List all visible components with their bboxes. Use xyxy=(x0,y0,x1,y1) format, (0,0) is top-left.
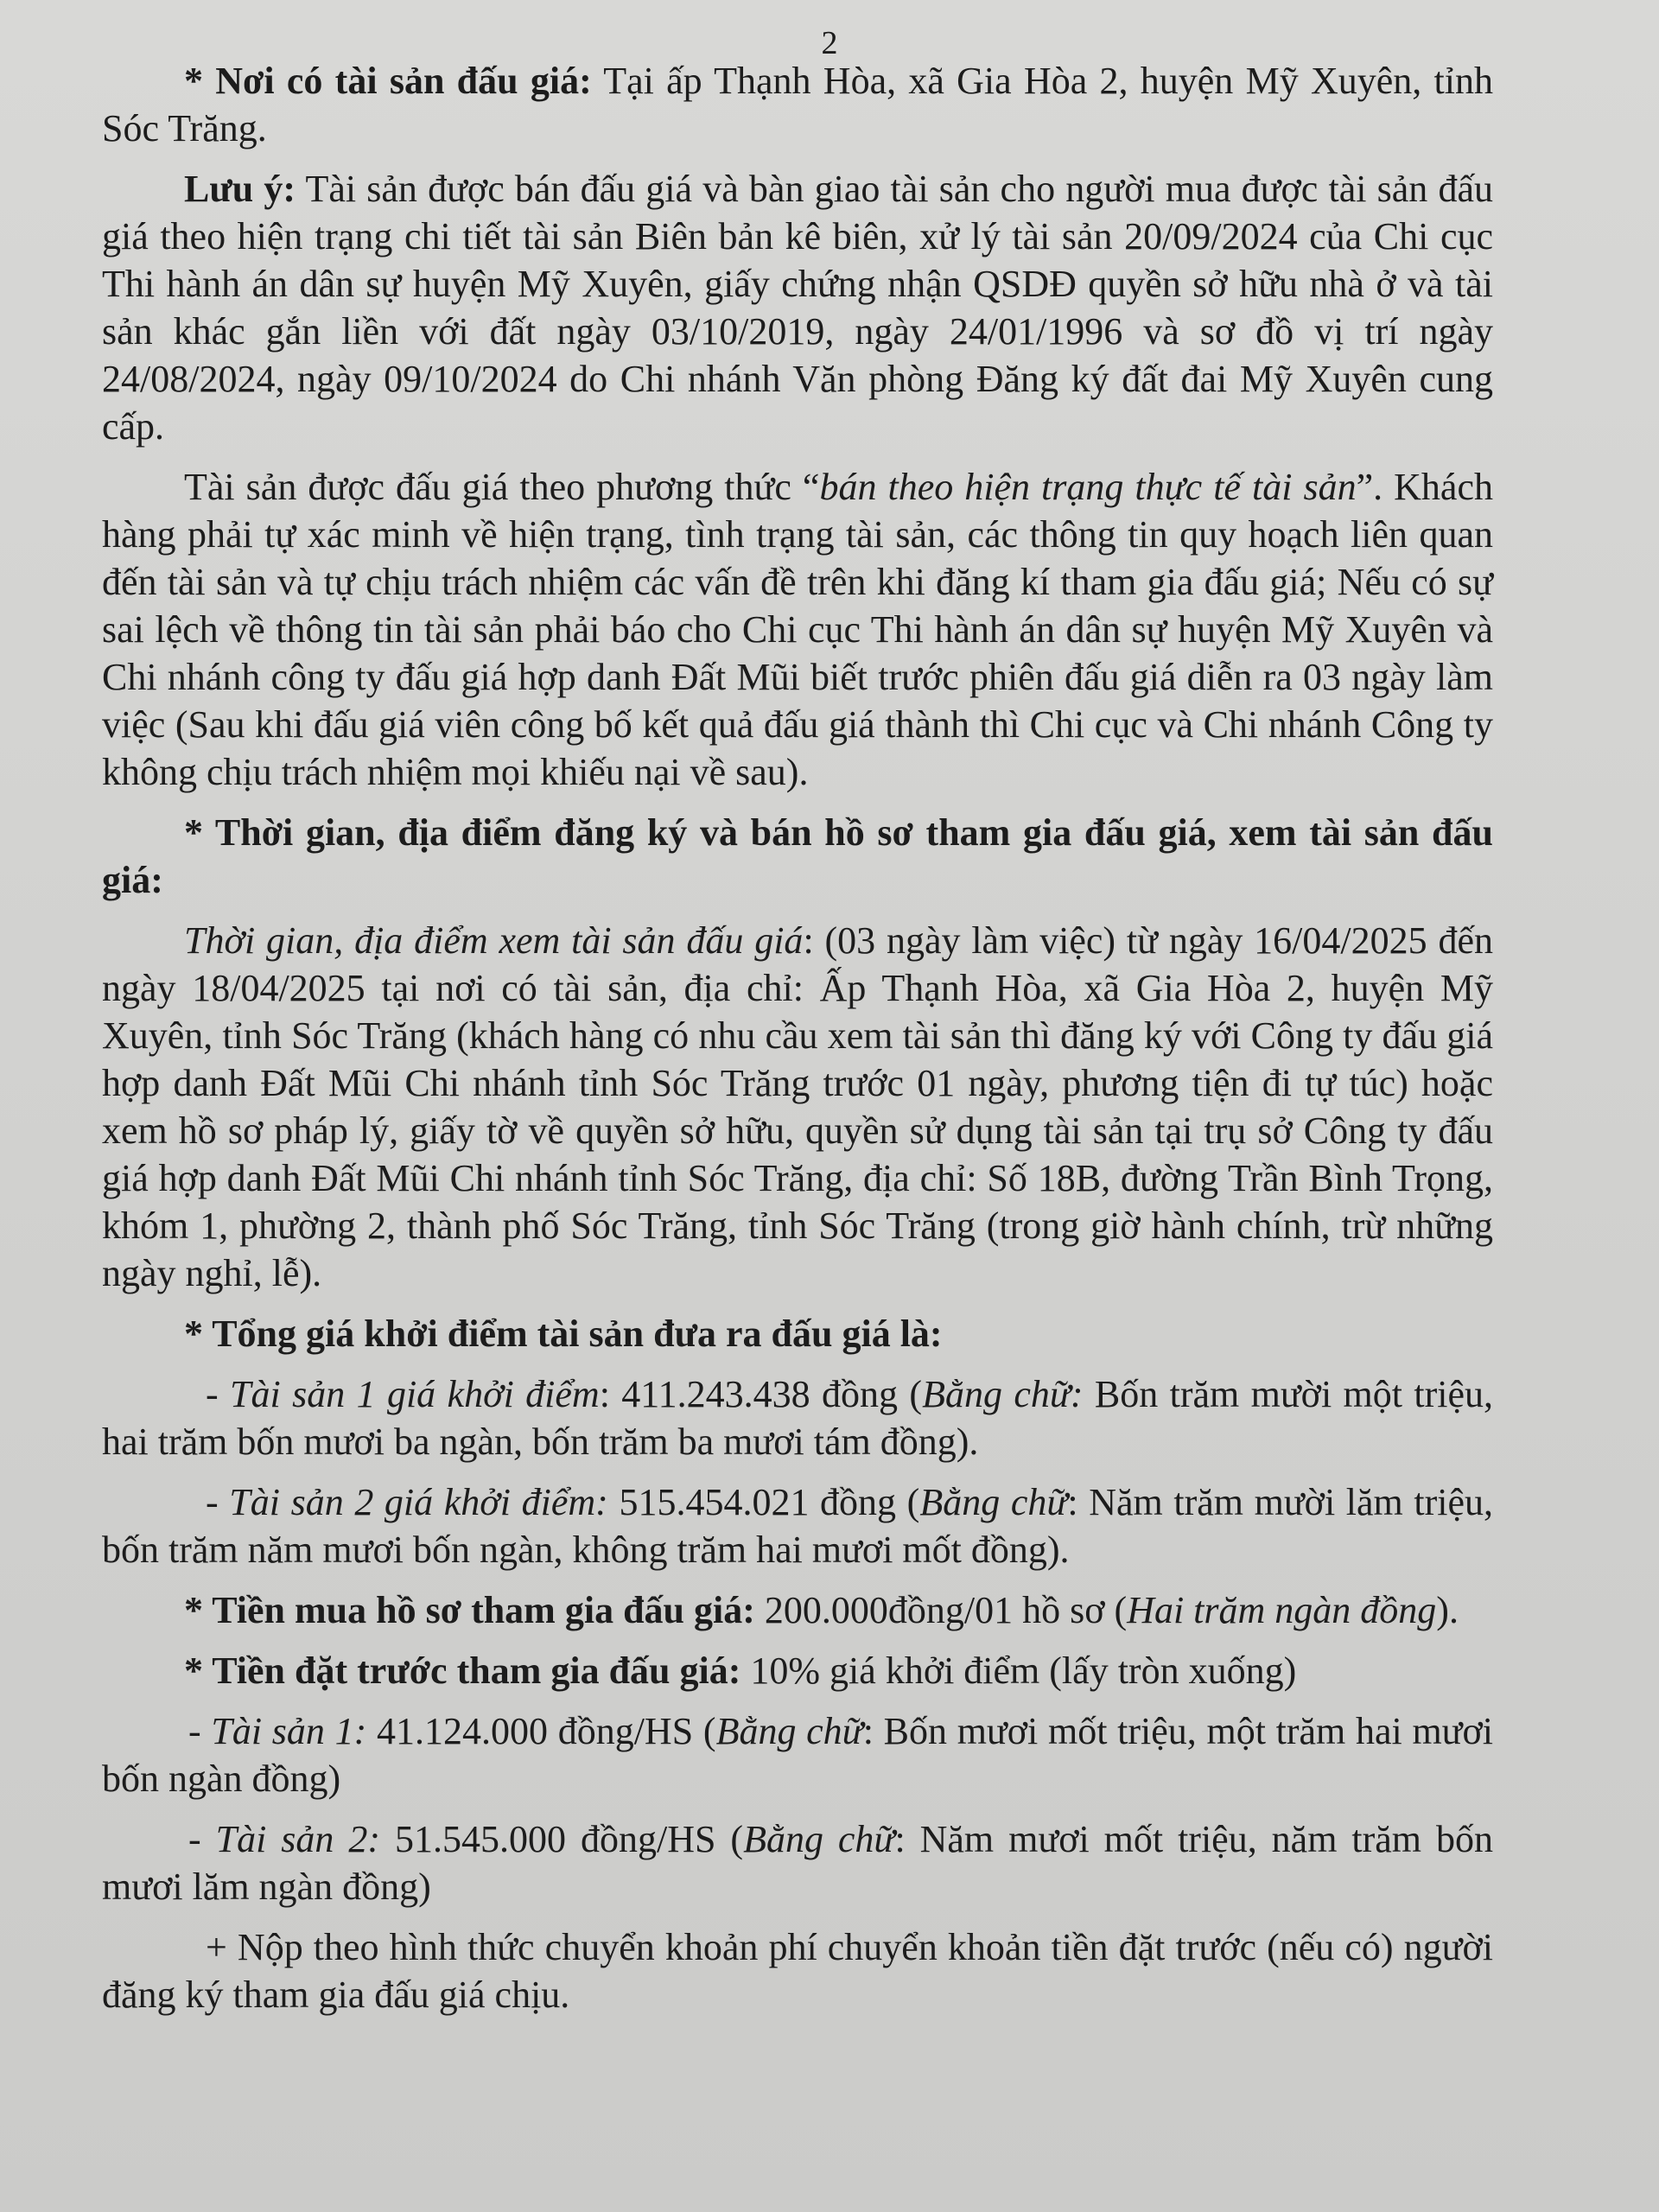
asset-1-words-label: Bằng chữ: xyxy=(922,1373,1084,1415)
viewing-text: : (03 ngày làm việc) từ ngày 16/04/2025 đến ngày 18/04/2025 tại nơi có tài sản, địa chỉ: Ấp Thạnh Hòa, xã Gia Hòa 2, huyện Mỹ Xuyên, tỉnh Sóc Trăng (khách hàng có nhu cầu xem tài sản thì đăng ký với Công ty đấu giá hợp danh Đất Mũi Chi nhánh tỉnh Sóc Trăng trước 01 ngày, phương tiện đi tự túc) hoặc xem hồ sơ pháp lý, giấy tờ về quyền sở hữu, quyền sử dụng tài sản tại trụ sở Công ty đấu giá hợp danh Đất Mũi Chi nhánh tỉnh Sóc Trăng, địa chỉ: Số 18B, đường Trần Bình Trọng, khóm 1, phường 2, thành phố Sóc Trăng, tỉnh Sóc Trăng (trong giờ hành chính, trừ những ngày nghỉ, lễ). xyxy=(102,919,1493,1294)
asset-1-price-amount: : 411.243.438 đồng ( xyxy=(599,1373,923,1415)
deposit-asset-1-amount: 41.124.000 đồng/HS ( xyxy=(366,1710,716,1752)
auction-location-paragraph xyxy=(102,57,1493,152)
registration-heading: * Thời gian, địa điểm đăng ký và bán hồ sơ tham gia đấu giá, xem tài sản đấu giá: xyxy=(102,811,1493,901)
method-italic: bán theo hiện trạng thực tế tài sản xyxy=(819,466,1357,508)
method-text-before: Tài sản được đấu giá theo phương thức “ xyxy=(184,466,820,508)
deposit-asset-1 xyxy=(102,1707,1493,1802)
method-text-after: ”. Khách hàng phải tự xác minh về hiện trạng, tình trạng tài sản, các thông tin quy hoạch liên quan đến tài sản và tự chịu trách nhiệm các vấn đề trên khi đăng kí tham gia đấu giá; Nếu có sự sai lệch về thông tin tài sản phải báo cho Chi cục Thi hành án dân sự huyện Mỹ Xuyên và Chi nhánh công ty đấu giá hợp danh Đất Mũi biết trước phiên đấu giá diễn ra 03 ngày làm việc (Sau khi đấu giá viên công bố kết quả đấu giá thành thì Chi cục và Chi nhánh Công ty không chịu trách nhiệm mọi khiếu nại về sau). xyxy=(102,466,1493,793)
auction-location-label: * Nơi có tài sản đấu giá: xyxy=(184,60,592,102)
transfer-note: + Nộp theo hình thức chuyển khoản phí chuyển khoản tiền đặt trước (nếu có) người đăng ký tham gia đấu giá chịu. xyxy=(102,1926,1493,2016)
deposit-asset-1-words-label: Bằng chữ xyxy=(715,1710,863,1752)
deposit-asset-1-words: : Bốn mươi mốt triệu, một trăm hai mươi bốn ngàn đồng) xyxy=(102,1710,1494,1800)
note-paragraph xyxy=(102,165,1493,450)
file-fee-label: * Tiền mua hồ sơ tham gia đấu giá: xyxy=(184,1589,755,1631)
asset-2-price-label: - Tài sản 2 giá khởi điểm: xyxy=(206,1481,608,1523)
note-label: Lưu ý: xyxy=(184,168,296,210)
deposit-asset-2-label: - Tài sản 2: xyxy=(188,1818,381,1860)
deposit-asset-2-amount: 51.545.000 đồng/HS ( xyxy=(380,1818,744,1860)
starting-price-asset-1 xyxy=(102,1370,1493,1465)
asset-1-price-words: Bốn trăm mười một triệu, hai trăm bốn mươi ba ngàn, bốn trăm ba mươi tám đồng). xyxy=(102,1373,1494,1463)
file-fee-text: 200.000đồng/01 hồ sơ ( xyxy=(754,1589,1128,1631)
deposit-text: 10% giá khởi điểm (lấy tròn xuống) xyxy=(741,1649,1297,1692)
viewing-label: Thời gian, địa điểm xem tài sản đấu giá xyxy=(184,919,804,962)
file-fee-paragraph xyxy=(102,1586,1493,1634)
page-number: 2 xyxy=(821,25,838,61)
starting-price-heading: * Tổng giá khởi điểm tài sản đưa ra đấu giá là: xyxy=(184,1313,943,1355)
asset-2-price-amount: 515.454.021 đồng ( xyxy=(607,1481,920,1523)
deposit-label: * Tiền đặt trước tham gia đấu giá: xyxy=(184,1649,741,1692)
starting-price-asset-2 xyxy=(102,1478,1493,1573)
document-body xyxy=(102,57,1493,2031)
asset-2-price-words: : Năm trăm mười lăm triệu, bốn trăm năm mươi bốn ngàn, không trăm hai mươi mốt đồng). xyxy=(102,1481,1494,1571)
asset-1-price-label: - Tài sản 1 giá khởi điểm xyxy=(206,1373,600,1415)
auction-method-paragraph xyxy=(102,463,1493,796)
deposit-asset-1-label: - Tài sản 1: xyxy=(188,1710,367,1752)
deposit-paragraph xyxy=(102,1647,1493,1694)
deposit-asset-2 xyxy=(102,1815,1493,1910)
asset-2-words-label: Bằng chữ xyxy=(919,1481,1068,1523)
deposit-asset-2-words: : Năm mươi mốt triệu, năm trăm bốn mươi lăm ngàn đồng) xyxy=(102,1818,1493,1908)
viewing-paragraph xyxy=(102,917,1493,1297)
file-fee-end: ). xyxy=(1436,1589,1459,1631)
deposit-asset-2-words-label: Bằng chữ xyxy=(743,1818,895,1860)
file-fee-italic: Hai trăm ngàn đồng xyxy=(1127,1589,1437,1631)
note-text: Tài sản được bán đấu giá và bàn giao tài sản cho người mua được tài sản đấu giá theo hiện trạng chi tiết tài sản Biên bản kê biên, xử lý tài sản 20/09/2024 của Chi cục Thi hành án dân sự huyện Mỹ Xuyên, giấy chứng nhận QSDĐ quyền sở hữu nhà ở và tài sản khác gắn liền với đất ngày 03/10/2019, ngày 24/01/1996 và sơ đồ vị trí ngày 24/08/2024, ngày 09/10/2024 do Chi nhánh Văn phòng Đăng ký đất đai Mỹ Xuyên cung cấp. xyxy=(102,168,1494,448)
auction-location-text: Tại ấp Thạnh Hòa, xã Gia Hòa 2, huyện Mỹ Xuyên, tỉnh Sóc Trăng. xyxy=(102,60,1493,149)
